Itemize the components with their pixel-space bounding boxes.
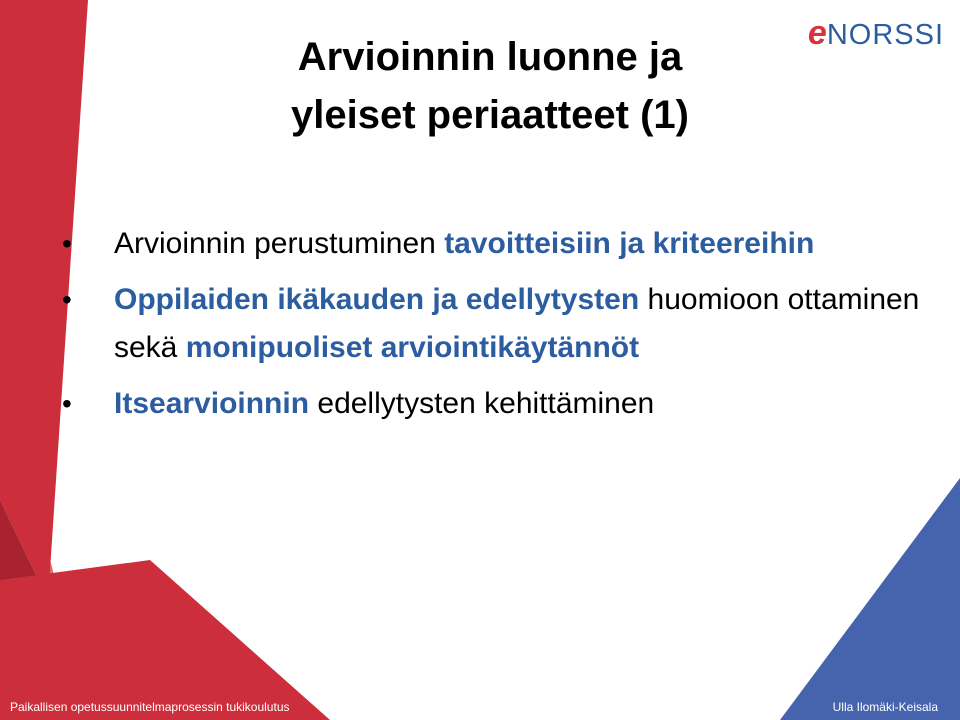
footer-course-name: Paikallisen opetussuunnitelmaprosessin tukikoulutus xyxy=(10,700,290,714)
enorssi-logo xyxy=(808,16,944,50)
highlight-text: Itsearvioinnin xyxy=(114,387,310,420)
slide-title xyxy=(230,28,750,144)
bottom-right-blue xyxy=(780,478,960,720)
highlight-text: Oppilaiden ikäkauden ja edellytysten xyxy=(114,283,640,316)
bullet-text: huomioon ottaminen sekä xyxy=(114,283,920,364)
highlight-text: monipuoliset arviointikäytännöt xyxy=(185,331,640,364)
logo-text: NORSSI xyxy=(826,19,944,51)
title-line-1: Arvioinnin luonne ja xyxy=(297,35,683,79)
bullet-text: edellytysten kehittäminen xyxy=(309,387,655,420)
logo-letter-e: e xyxy=(807,14,827,52)
bullet-item xyxy=(62,380,922,428)
title-line-2: yleiset periaatteet (1) xyxy=(291,93,689,137)
bullet-item xyxy=(62,276,922,372)
highlight-text: tavoitteisiin ja kriteereihin xyxy=(444,227,815,260)
footer-author: Ulla Ilomäki-Keisala xyxy=(832,700,938,714)
bottom-red-band xyxy=(0,560,330,720)
bullet-text: Arvioinnin perustuminen xyxy=(114,227,445,260)
bullet-list xyxy=(62,220,922,436)
bullet-item xyxy=(62,220,922,268)
